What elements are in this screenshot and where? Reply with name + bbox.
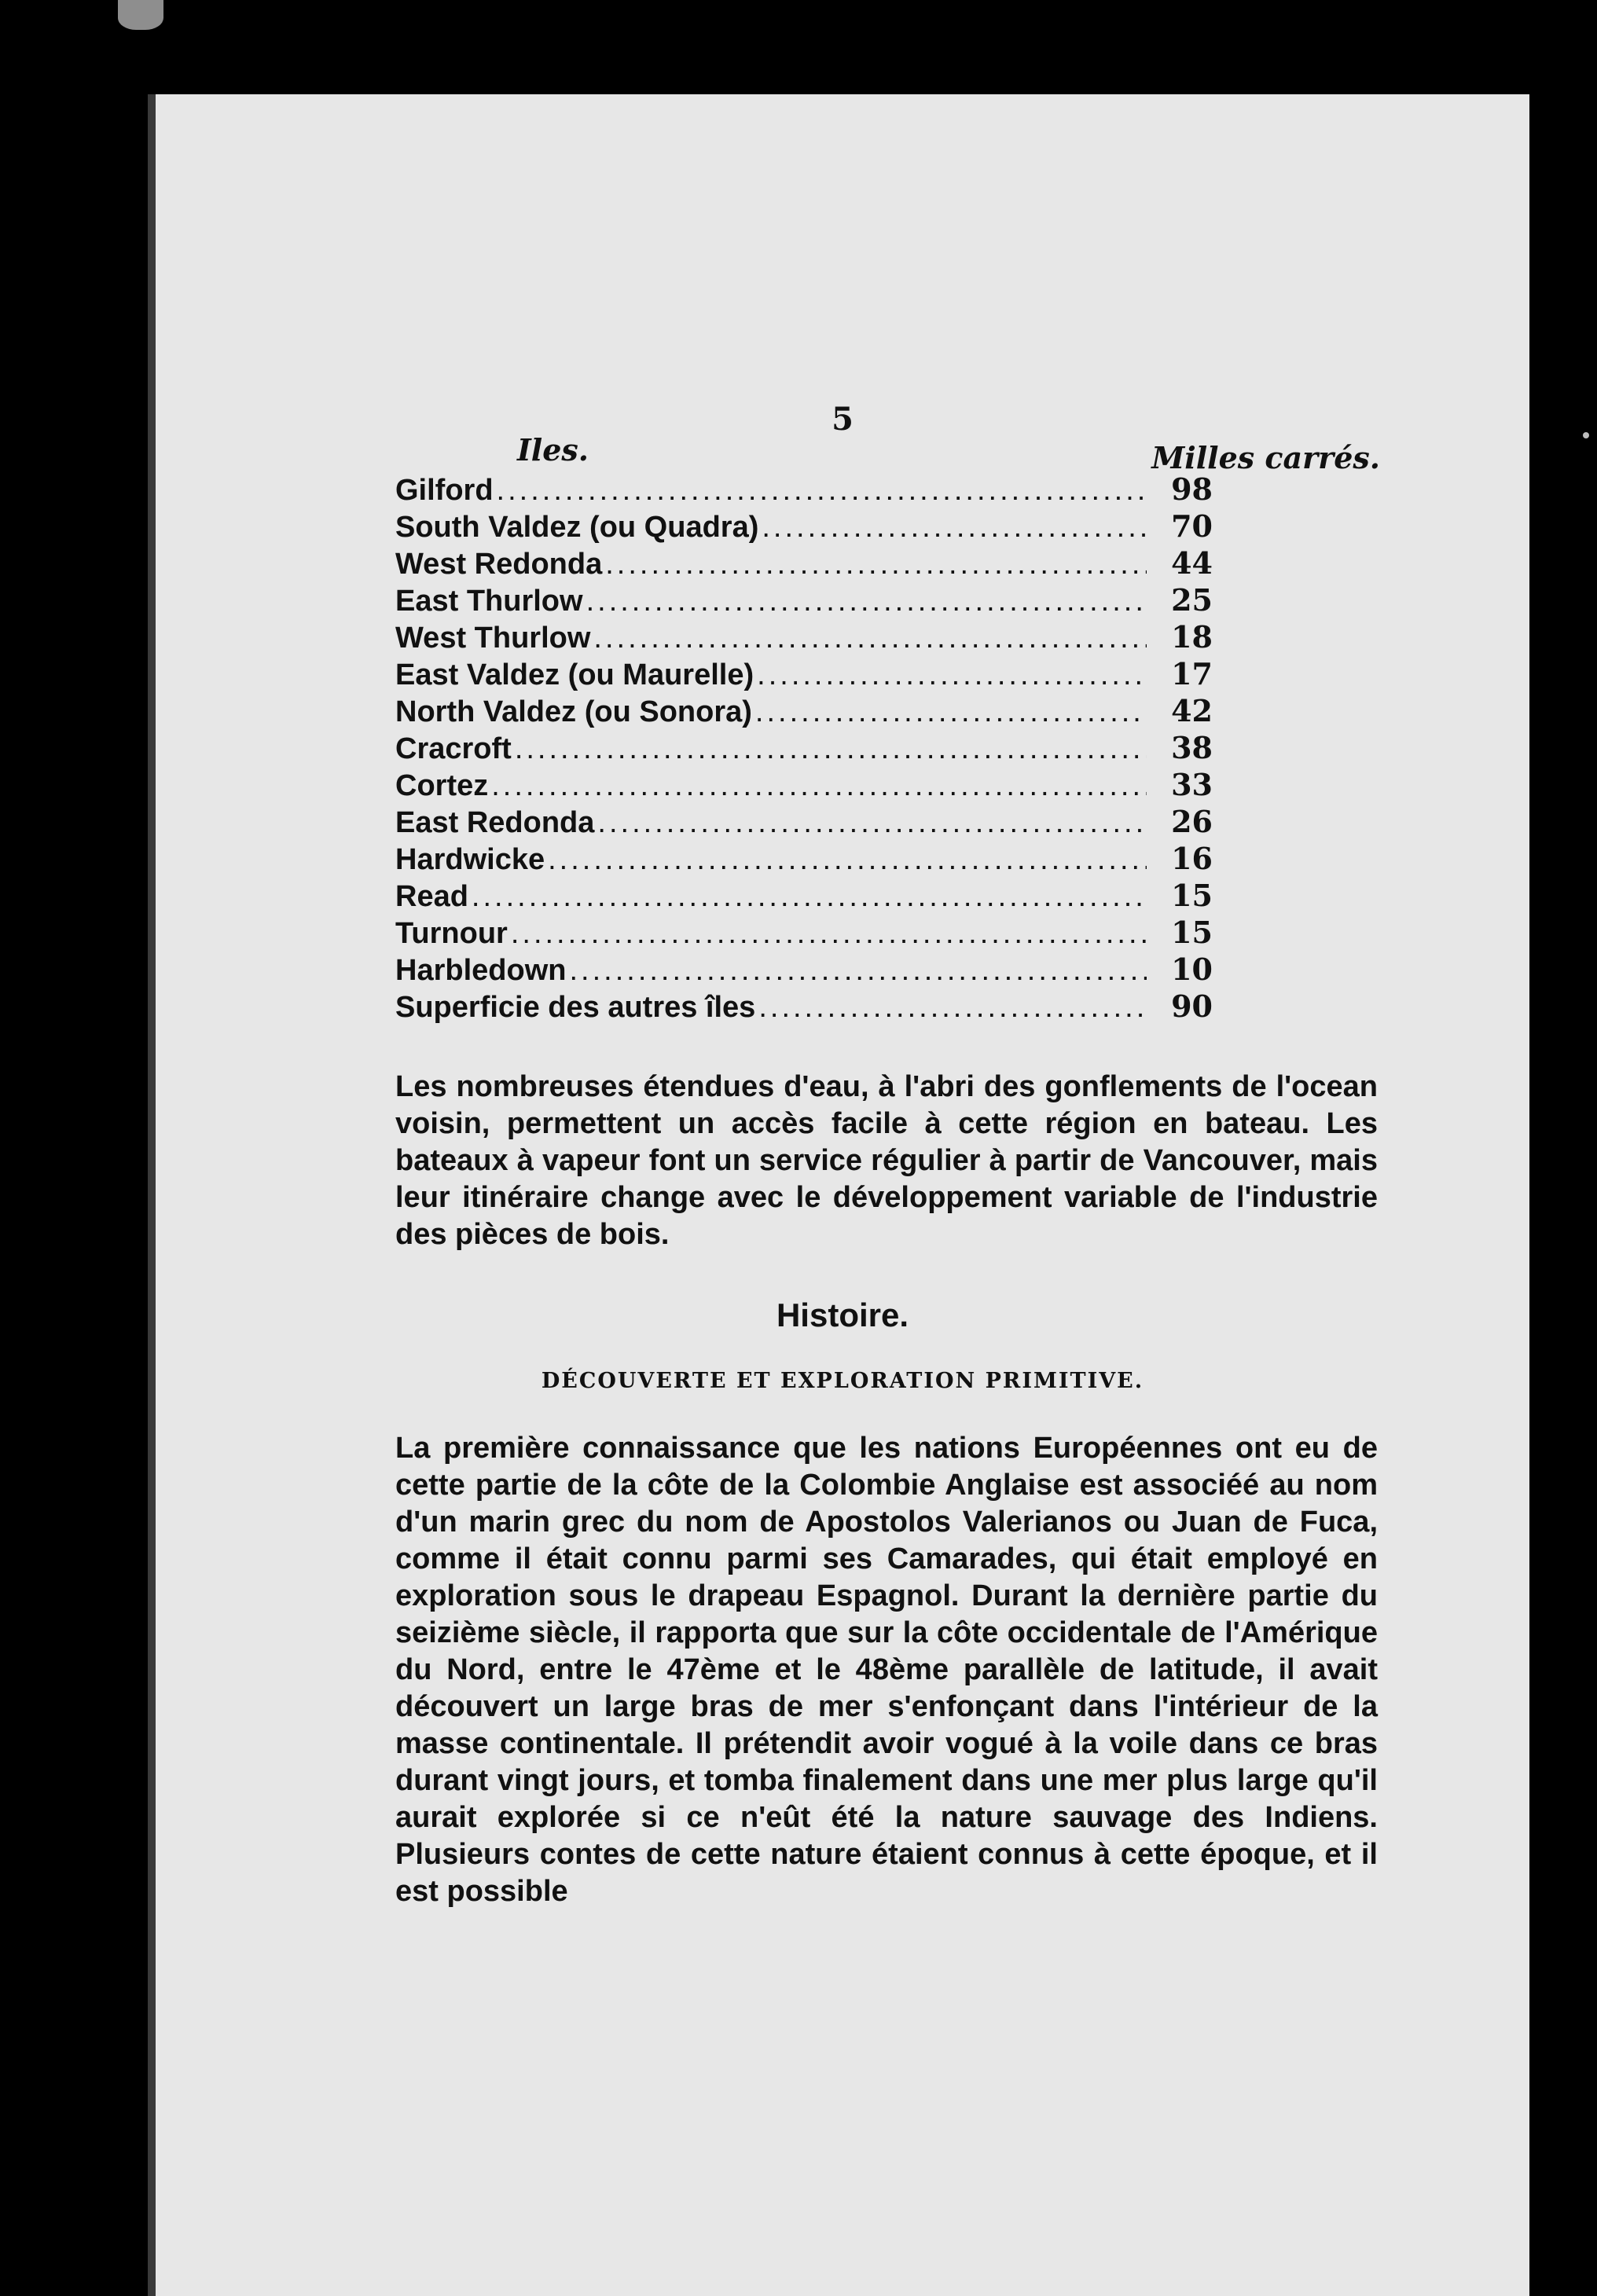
dot-leader [548,843,1147,877]
table-row [395,582,1213,619]
dot-leader [491,769,1147,803]
island-name: Cortez [395,769,489,802]
island-name: Superficie des autres îles [395,991,756,1024]
dot-leader [755,695,1147,729]
table-row [395,841,1213,878]
document-page [148,94,1529,2296]
island-area: 70 [1171,508,1213,544]
dot-leader [597,806,1147,840]
island-name: East Redonda [395,806,595,839]
island-area: 18 [1171,619,1213,655]
table-row [395,545,1213,582]
island-name: Read [395,880,468,913]
island-name: North Valdez (ou Sonora) [395,695,752,728]
island-area: 10 [1171,952,1213,987]
dot-leader [593,622,1147,655]
page-number: 5 [832,401,854,438]
island-area: 33 [1171,767,1213,802]
dot-leader [497,474,1147,508]
island-area: 98 [1171,471,1213,507]
table-header-islands: Iles. [517,432,589,468]
island-area: 38 [1171,730,1213,765]
table-row [395,693,1213,730]
dot-leader [758,991,1147,1025]
paragraph-discovery: La première connaissance que les nations Européennes ont eu de cette partie de la côte de la Colombie Anglaise est associéé au nom d'un marin grec du nom de Apostolos Valerianos ou Juan de Fuca, comme il était connu parmi ses Camarades, qui était employé en exploration sous le drapeau Espagnol. Durant la dernière partie du seizième siècle, il rapporta que sur la côte occidentale de l'Amérique du Nord, entre le 47ème et le 48ème parallèle de latitude, il avait découvert un large bras de mer s'enfonçant dans l'intérieur de la masse continentale. Il prétendit avoir vogué à la voile dans ce bras durant vingt jours, et tomba finalement dans une mer plus large qu'il aurait explorée si ce n'eût été la nature sauvage des Indiens. Plusieurs contes de cette nature étaient connus à cette époque, et il est possible [395,1432,1378,1908]
island-name: East Valdez (ou Maurelle) [395,658,754,691]
paragraph-waters: Les nombreuses étendues d'eau, à l'abri des gonflements de l'ocean voisin, permettent un accès facile à cette région en bateau. Les bateaux à vapeur font un service régulier à partir de Vancouver, mais leur itinéraire change avec le développement variable de l'industrie des pièces de bois. [395,1070,1378,1251]
island-area: 90 [1171,988,1213,1024]
table-row [395,804,1213,841]
table-row [395,508,1213,545]
island-area: 25 [1171,582,1213,618]
island-area: 42 [1171,693,1213,728]
island-area: 16 [1171,841,1213,876]
section-heading: Histoire. [776,1297,909,1333]
table-row [395,471,1213,508]
table-row [395,656,1213,693]
island-name: Turnour [395,917,508,950]
table-row [395,915,1213,952]
table-row [395,878,1213,915]
island-name: East Thurlow [395,585,583,618]
scan-artifact-dot [1583,432,1589,438]
table-row [395,619,1213,656]
island-name: Cracroft [395,732,512,765]
island-name: South Valdez (ou Quadra) [395,511,759,544]
island-name: Harbledown [395,954,567,987]
dot-leader [472,880,1147,914]
table-row [395,767,1213,804]
island-area: 17 [1171,656,1213,691]
dot-leader [511,917,1147,951]
island-area: 44 [1171,545,1213,581]
dot-leader [515,732,1147,766]
dot-leader [586,585,1147,618]
dot-leader [569,954,1147,988]
island-name: Hardwicke [395,843,545,876]
island-name: West Thurlow [395,622,591,655]
dot-leader [762,511,1147,545]
island-name: West Redonda [395,548,603,581]
dot-leader [757,658,1147,692]
island-area: 15 [1171,915,1213,950]
table-row [395,952,1213,988]
scan-artifact [118,0,163,30]
table-row [395,730,1213,767]
subsection-heading: DÉCOUVERTE ET EXPLORATION PRIMITIVE. [541,1369,1144,1393]
island-name: Gilford [395,474,494,507]
island-area-table [395,471,1213,1025]
island-area: 15 [1171,878,1213,913]
table-header-square-miles: Milles carrés. [1151,440,1380,475]
island-area: 26 [1171,804,1213,839]
table-row [395,988,1213,1025]
dot-leader [605,548,1147,581]
